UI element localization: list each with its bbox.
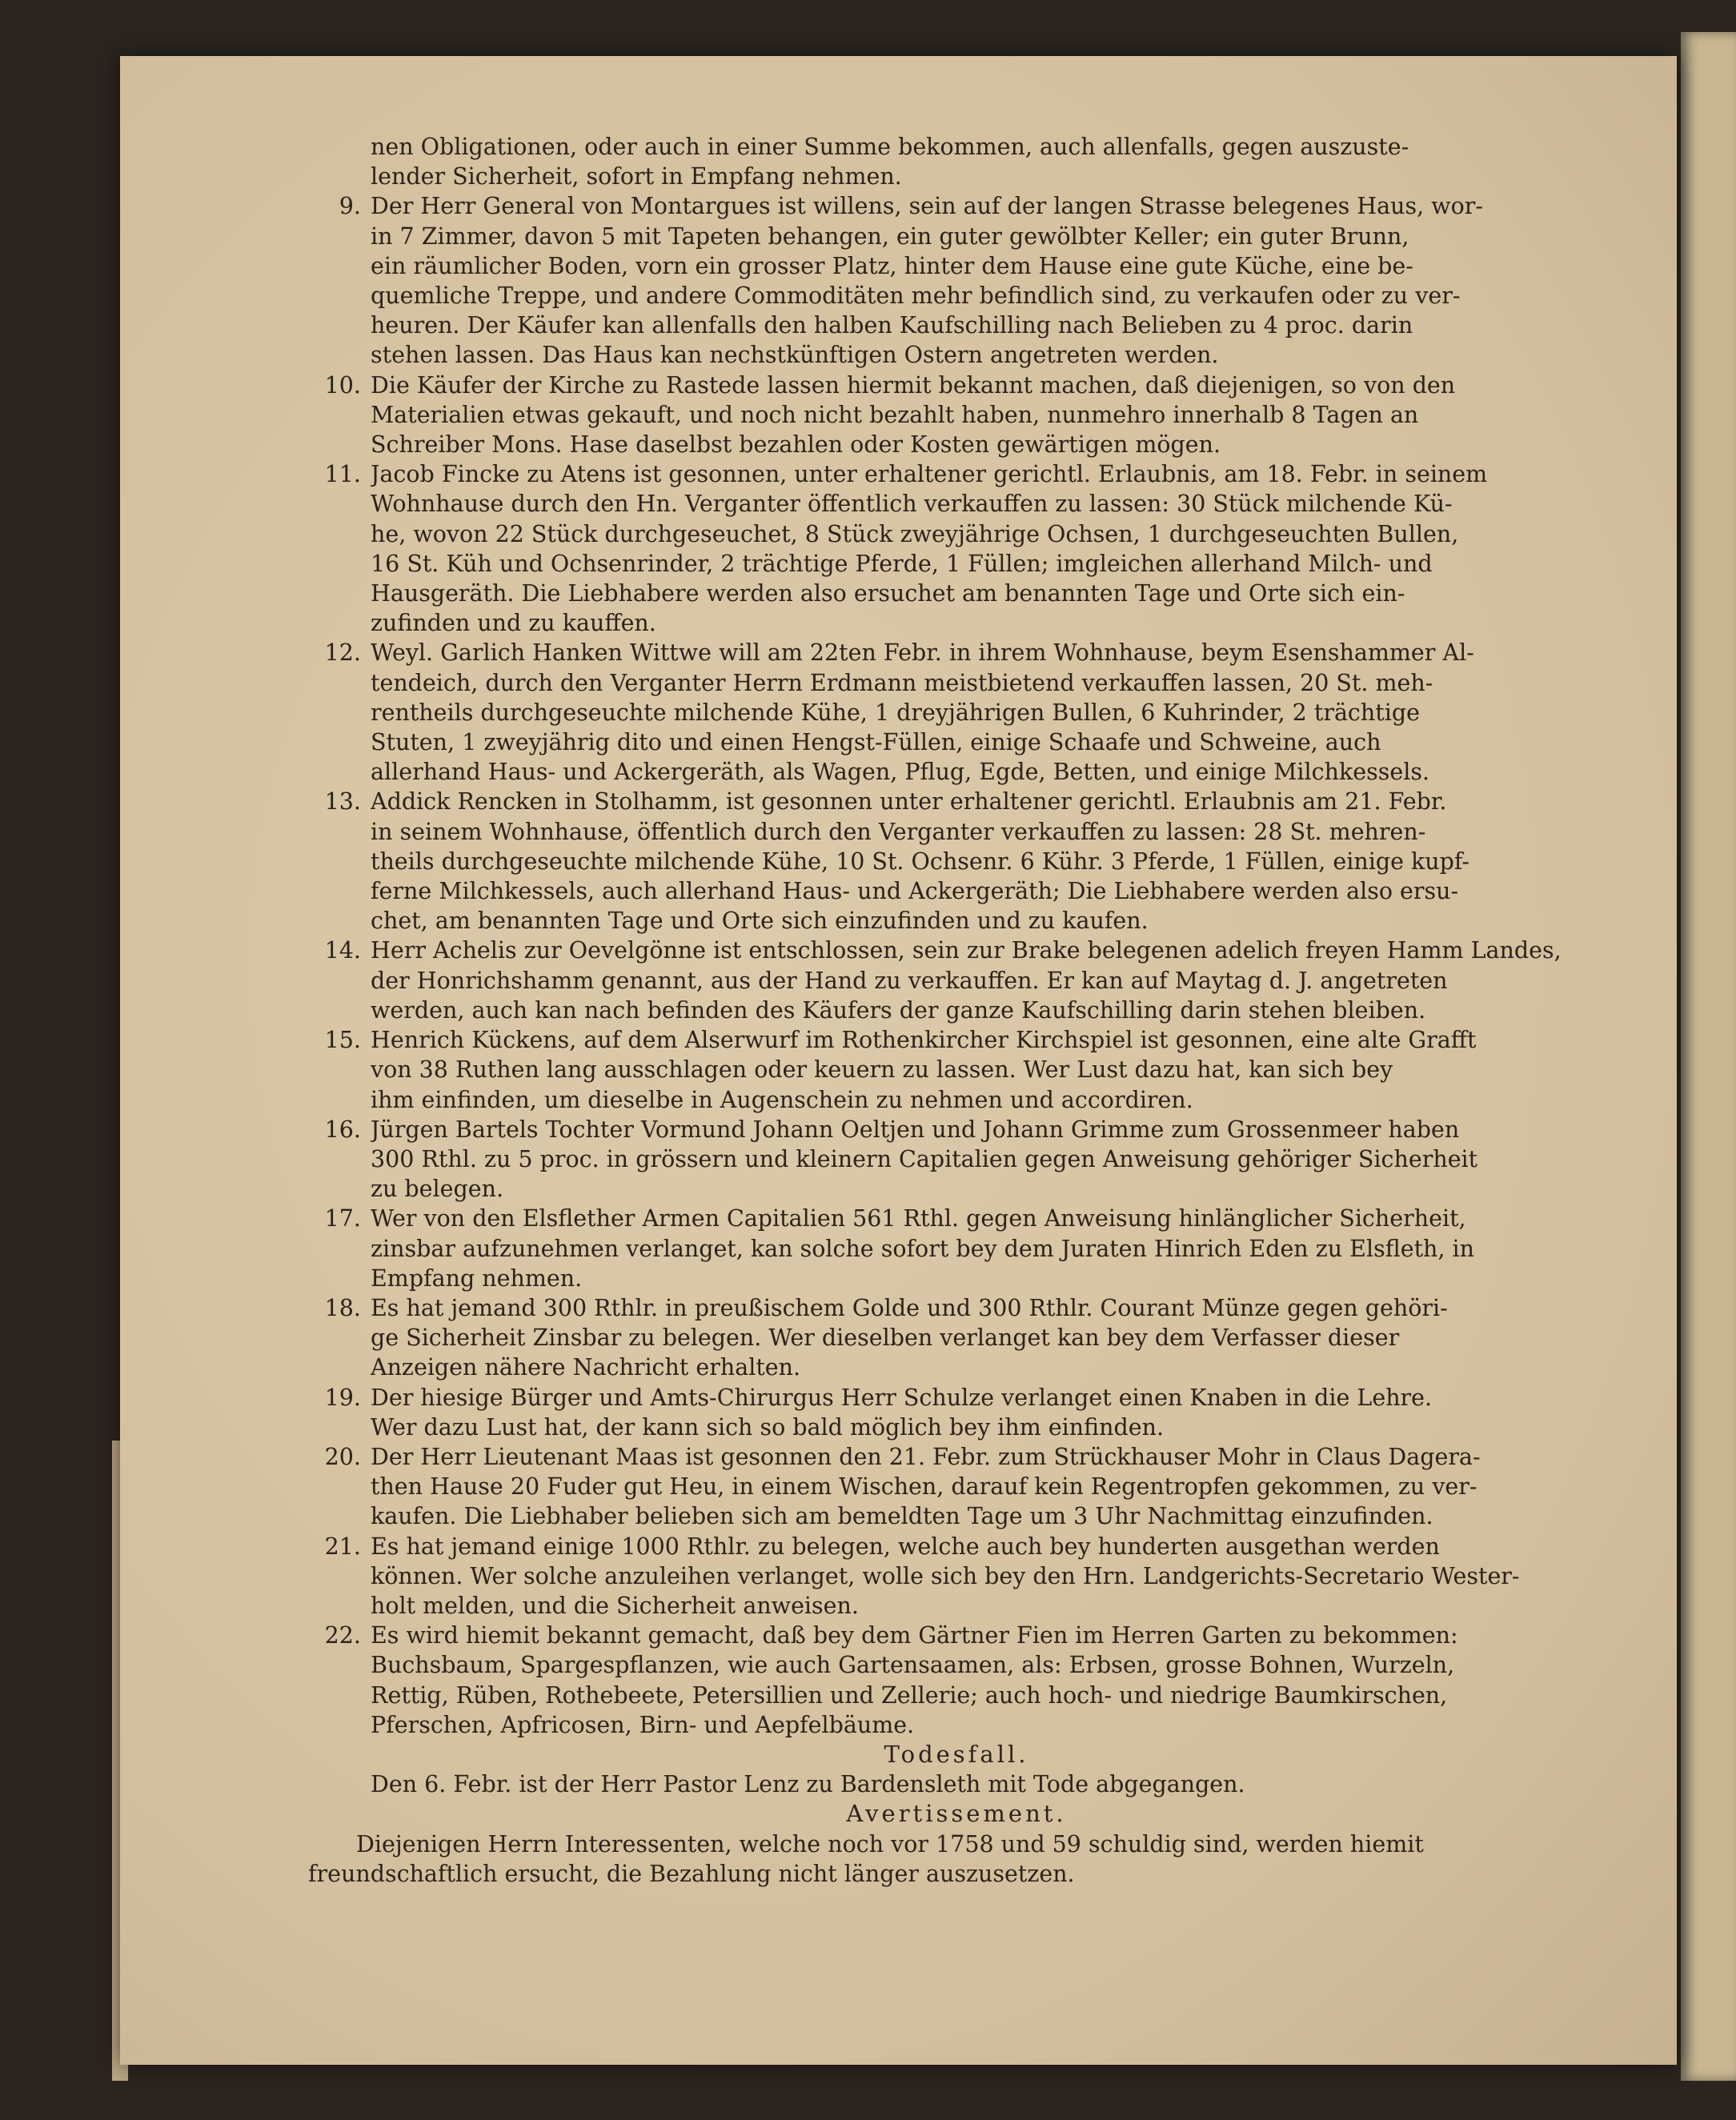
text-line: Der Herr General von Montargues ist willens, sein auf der langen Strasse belegenes Haus, wor- [371, 193, 1484, 220]
entry-text [371, 1383, 1605, 1442]
notice-entry [308, 1621, 1605, 1740]
text-line: he, wovon 22 Stück durchgeseuchet, 8 Stück zweyjährige Ochsen, 1 durchgeseuchten Bullen, [371, 520, 1459, 547]
entry-number: 13. [324, 788, 361, 816]
text-line: Hausgeräth. Die Liebhabere werden also ersuchet am benannten Tage und Orte sich ein- [371, 580, 1405, 607]
notice-entry [308, 1442, 1605, 1532]
text-line: Wohnhause durch den Hn. Verganter öffentlich verkauffen zu lassen: 30 Stück milchende Kü- [371, 491, 1453, 518]
text-line: holt melden, und die Sicherheit anweisen. [371, 1592, 859, 1619]
text-line: Empfang nehmen. [371, 1264, 583, 1292]
advertisement-line: freundschaftlich ersucht, die Bezahlung nicht länger auszusetzen. [308, 1860, 1075, 1887]
entry-number: 10. [324, 371, 361, 399]
text-line: Es hat jemand einige 1000 Rthlr. zu belegen, welche auch bey hunderten ausgethan werden [371, 1533, 1440, 1560]
entry-text [371, 459, 1605, 638]
text-line: Jürgen Bartels Tochter Vormund Johann Oeltjen und Johann Grimme zum Grossenmeer haben [371, 1116, 1460, 1143]
notice-entry [308, 371, 1605, 460]
text-line: in 7 Zimmer, davon 5 mit Tapeten behangen, ein guter gewölbter Keller; ein guter Brunn, [371, 222, 1409, 250]
text-line: zufinden und zu kauffen. [371, 610, 656, 637]
text-line: werden, auch kan nach befinden des Käufers der ganze Kaufschilling darin stehen bleiben. [371, 996, 1426, 1024]
text-line: 300 Rthl. zu 5 proc. in grössern und kleinern Capitalien gegen Anweisung gehöriger Sicherheit [371, 1145, 1478, 1172]
text-line: Der hiesige Bürger und Amts-Chirurgus Herr Schulze verlanget einen Knaben in die Lehre. [371, 1384, 1433, 1411]
text-line: ge Sicherheit Zinsbar zu belegen. Wer dieselben verlanget kan bey dem Verfasser dieser [371, 1324, 1400, 1352]
notice-entry [308, 638, 1605, 787]
text-line: allerhand Haus- und Ackergeräth, als Wagen, Pflug, Egde, Betten, und einige Milchkessels. [371, 759, 1430, 786]
text-line: Pferschen, Apfricosen, Birn- und Aepfelbäume. [371, 1711, 915, 1738]
text-line: chet, am benannten Tage und Orte sich einzufinden und zu kaufen. [371, 908, 1149, 935]
notice-entry [308, 1204, 1605, 1293]
entry-number: 22. [324, 1622, 361, 1649]
text-line: Es hat jemand 300 Rthlr. in preußischem Golde und 300 Rthlr. Courant Münze gegen gehöri- [371, 1294, 1448, 1321]
text-line: theils durchgeseuchte milchende Kühe, 10 St. Ochsenr. 6 Kühr. 3 Pferde, 1 Füllen, einige kupf- [371, 848, 1470, 875]
entry-text [371, 1115, 1605, 1204]
text-line: Es wird hiemit bekannt gemacht, daß bey dem Gärtner Fien im Herren Garten zu bekommen: [371, 1622, 1458, 1649]
notice-entry [308, 1383, 1605, 1442]
entry-number: 14. [324, 937, 361, 964]
entry-text [371, 1204, 1605, 1293]
entry-number: 21. [324, 1533, 361, 1560]
text-line: Der Herr Lieutenant Maas ist gesonnen den 21. Febr. zum Strückhauser Mohr in Claus Dagera- [371, 1443, 1481, 1470]
entry-number: 18. [324, 1294, 361, 1321]
text-line: Materialien etwas gekauft, und noch nicht bezahlt haben, nunmehro innerhalb 8 Tagen an [371, 401, 1419, 428]
notice-list [308, 191, 1605, 1740]
text-line: Schreiber Mons. Hase daselbst bezahlen oder Kosten gewärtigen mögen. [371, 431, 1221, 459]
entry-number: 15. [324, 1027, 361, 1054]
text-line: nen Obligationen, oder auch in einer Summe bekommen, auch allenfalls, gegen auszuste- [371, 134, 1409, 160]
text-line: ihm einfinden, um dieselbe in Augenschein zu nehmen und accordiren. [371, 1086, 1193, 1113]
text-line: von 38 Ruthen lang ausschlagen oder keuern zu lassen. Wer Lust dazu hat, kan sich bey [371, 1056, 1393, 1084]
facing-page-edge [1681, 32, 1736, 2081]
text-line: kaufen. Die Liebhaber belieben sich am bemeldten Tage um 3 Uhr Nachmittag einzufinden. [371, 1503, 1433, 1530]
notice-entry [308, 787, 1605, 936]
notice-entry [308, 459, 1605, 638]
text-line: rentheils durchgeseuchte milchende Kühe, 1 dreyjährigen Bullen, 6 Kuhrinder, 2 trächtige [371, 699, 1420, 726]
entry-text [371, 936, 1605, 1025]
entry-number: 19. [324, 1384, 361, 1411]
intro-paragraph [308, 132, 1605, 191]
text-line: tendeich, durch den Verganter Herrn Erdmann meistbietend verkauffen lassen, 20 St. meh- [371, 669, 1433, 696]
entry-number: 16. [324, 1116, 361, 1143]
entry-number: 11. [324, 461, 361, 488]
entry-text [371, 1532, 1605, 1621]
text-line: Jacob Fincke zu Atens ist gesonnen, unter erhaltener gerichtl. Erlaubnis, am 18. Febr. in seinem [371, 461, 1488, 488]
death-notice-text: Den 6. Febr. ist der Herr Pastor Lenz zu Bardensleth mit Tode abgegangen. [371, 1771, 1245, 1798]
notice-entry [308, 1532, 1605, 1621]
notice-entry [308, 1025, 1605, 1115]
text-line: Die Käufer der Kirche zu Rastede lassen hiermit bekannt machen, daß diejenigen, so von den [371, 371, 1456, 399]
text-line: Addick Rencken in Stolhamm, ist gesonnen unter erhaltener gerichtl. Erlaubnis am 21. Febr. [371, 788, 1447, 816]
text-line: können. Wer solche anzuleihen verlanget, wolle sich bey den Hrn. Landgerichts-Secretario Wester- [371, 1562, 1520, 1589]
notice-entry [308, 1115, 1605, 1204]
text-line: then Hause 20 Fuder gut Heu, in einem Wischen, darauf kein Regentropfen gekommen, zu ver- [371, 1473, 1477, 1501]
entry-number: 17. [324, 1205, 361, 1232]
text-line: heuren. Der Käufer kan allenfalls den halben Kaufschilling nach Belieben zu 4 proc. darin [371, 312, 1413, 339]
text-line: Wer von den Elsflether Armen Capitalien 561 Rthl. gegen Anweisung hinlänglicher Sicherheit, [371, 1205, 1466, 1232]
text-line: zinsbar aufzunehmen verlanget, kan solche sofort bey dem Juraten Hinrich Eden zu Elsfleth, in [371, 1235, 1474, 1262]
advertisement-line: Diejenigen Herrn Interessenten, welche noch vor 1758 und 59 schuldig sind, werden hiemit [356, 1830, 1424, 1858]
text-line: 16 St. Küh und Ochsenrinder, 2 trächtige Pferde, 1 Füllen; imgleichen allerhand Milch- und [371, 550, 1433, 577]
notice-entry [308, 1293, 1605, 1383]
text-line: in seinem Wohnhause, öffentlich durch den Verganter verkauffen zu lassen: 28 St. mehren- [371, 818, 1426, 845]
text-line: Anzeigen nähere Nachricht erhalten. [371, 1354, 801, 1381]
page-text [308, 132, 1605, 1889]
entry-text [371, 638, 1605, 787]
text-line: ein räumlicher Boden, vorn ein grosser Platz, hinter dem Hause eine gute Küche, eine be- [371, 252, 1413, 279]
text-line: quemliche Treppe, und andere Commoditäten mehr befindlich sind, zu verkaufen oder zu ver- [371, 283, 1461, 310]
entry-number: 12. [324, 639, 361, 667]
text-line: Rettig, Rüben, Rothebeete, Petersillien und Zellerie; auch hoch- und niedrige Baumkirschen, [371, 1681, 1448, 1709]
text-line: der Honrichshamm genannt, aus der Hand zu verkauffen. Er kan auf Maytag d. J. angetreten [371, 967, 1448, 994]
entry-text [371, 1621, 1605, 1740]
entry-text [371, 1025, 1605, 1115]
text-line: Henrich Kückens, auf dem Alserwurf im Rothenkircher Kirchspiel ist gesonnen, eine alte Grafft [371, 1027, 1477, 1054]
entry-text [371, 371, 1605, 460]
text-line: ferne Milchkessels, auch allerhand Haus- und Ackergeräth; Die Liebhabere werden also ersu- [371, 878, 1459, 905]
text-line: Stuten, 1 zweyjährig dito und einen Hengst-Füllen, einige Schaafe und Schweine, auch [371, 729, 1381, 756]
death-notice-heading: Todesfall. [884, 1740, 1029, 1768]
text-line: stehen lassen. Das Haus kan nechstkünftigen Ostern angetreten werden. [371, 342, 1219, 369]
entry-text [371, 1293, 1605, 1383]
notice-entry [308, 936, 1605, 1025]
entry-text [371, 787, 1605, 936]
advertisement-heading: Avertissement. [846, 1800, 1067, 1828]
entry-number: 20. [324, 1443, 361, 1470]
text-line: Herr Achelis zur Oevelgönne ist entschlossen, sein zur Brake belegenen adelich freyen Hamm Landes, [371, 937, 1562, 964]
entry-number: 9. [339, 193, 361, 220]
entry-text [371, 1442, 1605, 1532]
notice-entry [308, 191, 1605, 370]
text-line: lender Sicherheit, sofort in Empfang nehmen. [371, 163, 902, 190]
text-line: Weyl. Garlich Hanken Wittwe will am 22ten Febr. in ihrem Wohnhause, beym Esenshammer Al- [371, 639, 1474, 667]
text-line: Wer dazu Lust hat, der kann sich so bald möglich bey ihm einfinden. [371, 1413, 1165, 1441]
text-line: zu belegen. [371, 1176, 504, 1203]
entry-text [371, 191, 1605, 370]
text-line: Buchsbaum, Spargespflanzen, wie auch Gartensaamen, als: Erbsen, grosse Bohnen, Wurzeln, [371, 1652, 1455, 1679]
